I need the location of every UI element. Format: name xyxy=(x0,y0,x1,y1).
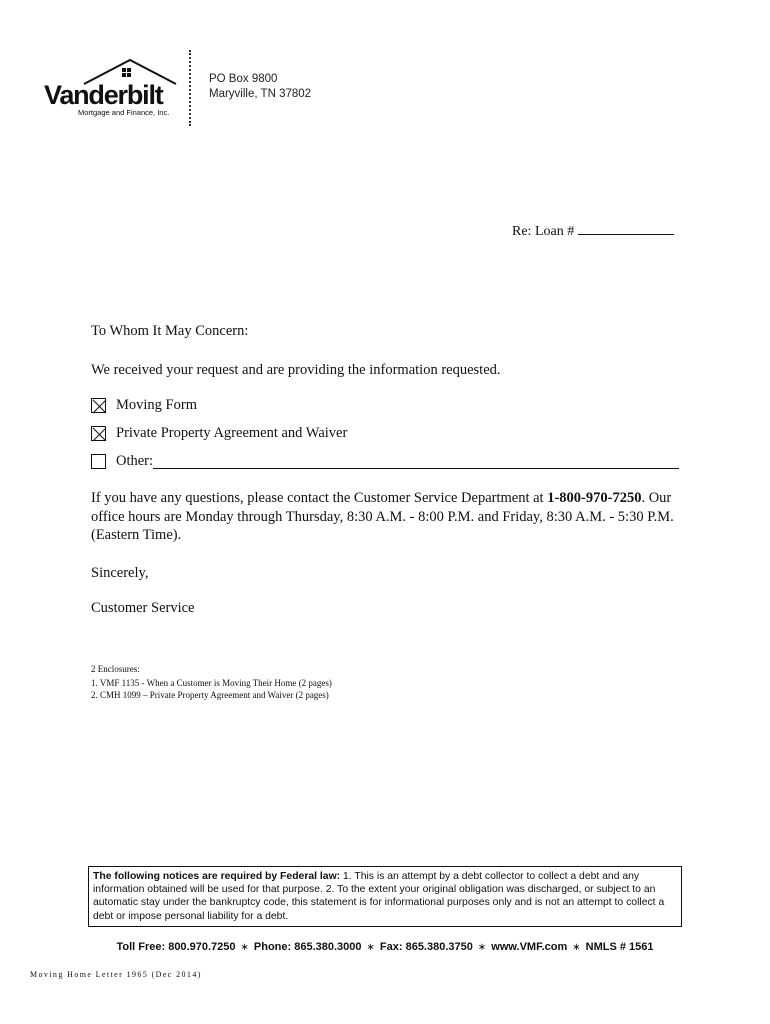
company-logo xyxy=(44,58,182,122)
address-line-1: PO Box 9800 xyxy=(209,73,278,85)
signature: Customer Service xyxy=(91,600,195,616)
enclosures-heading: 2 Enclosures: xyxy=(91,664,140,674)
website: www.VMF.com xyxy=(491,941,568,953)
separator-icon: ∗ xyxy=(240,942,249,953)
checked-box-icon xyxy=(91,426,106,441)
toll-free-number: Toll Free: 800.970.7250 xyxy=(116,941,236,953)
federal-notice-heading: The following notices are required by Federal law: xyxy=(93,871,341,882)
fax-number: Fax: 865.380.3750 xyxy=(379,941,473,953)
checklist-label: Other: xyxy=(116,453,154,469)
address-line-2: Maryville, TN 37802 xyxy=(209,88,312,100)
intro-text: We received your request and are providing the information requested. xyxy=(91,362,501,378)
checklist-item-moving-form xyxy=(91,397,197,414)
office-hours-text: . Our office hours are Monday through Thursday, 8:30 A.M. - 8:00 P.M. and Friday, 8:30 A.M. - 5:30 P.M. (Eastern Time). xyxy=(91,490,674,543)
closing: Sincerely, xyxy=(91,565,149,581)
federal-notice-text: 1. This is an attempt by a debt collector to collect a debt and any information obtained will be used for that purpose. 2. To the extent your original obligation was discharged, or subject to an automatic stay under the bankruptcy code, this statement is for informational purposes only and is not an attempt to collect a debt or impose personal liability for a debt. xyxy=(93,871,665,922)
company-address xyxy=(209,72,311,102)
enclosure-item: 2. CMH 1099 – Private Property Agreement and Waiver (2 pages) xyxy=(91,690,329,700)
checked-box-icon xyxy=(91,398,106,413)
salutation: To Whom It May Concern: xyxy=(91,323,249,339)
phone-number: Phone: 865.380.3000 xyxy=(253,941,362,953)
footer-contact-line xyxy=(0,941,770,953)
unchecked-box-icon xyxy=(91,454,106,469)
checklist-label: Moving Form xyxy=(116,397,197,413)
form-identifier: Moving Home Letter 1965 (Dec 2014) xyxy=(30,970,202,979)
questions-text-start: If you have any questions, please contact the Customer Service Department at xyxy=(91,490,548,506)
header-divider xyxy=(189,50,191,126)
separator-icon: ∗ xyxy=(477,942,487,953)
loan-reference-label: Re: Loan # xyxy=(512,224,575,239)
separator-icon: ∗ xyxy=(366,942,375,953)
logo-wordmark: Vanderbilt xyxy=(44,80,163,110)
checklist-item-property-agreement xyxy=(91,425,347,442)
customer-service-phone: 1-800-970-7250 xyxy=(547,490,642,506)
logo-tagline: Mortgage and Finance, Inc. xyxy=(78,108,170,117)
enclosure-item: 1. VMF 1135 - When a Customer is Moving Their Home (2 pages) xyxy=(91,678,332,688)
other-blank-line xyxy=(153,454,679,469)
nmls-number: NMLS # 1561 xyxy=(585,941,654,953)
separator-icon: ∗ xyxy=(572,942,581,953)
loan-number-blank xyxy=(578,222,674,235)
loan-reference xyxy=(512,222,674,240)
questions-paragraph xyxy=(91,489,691,545)
checklist-label: Private Property Agreement and Waiver xyxy=(116,425,348,441)
federal-notice-box xyxy=(88,866,682,927)
checklist-item-other xyxy=(91,453,679,470)
